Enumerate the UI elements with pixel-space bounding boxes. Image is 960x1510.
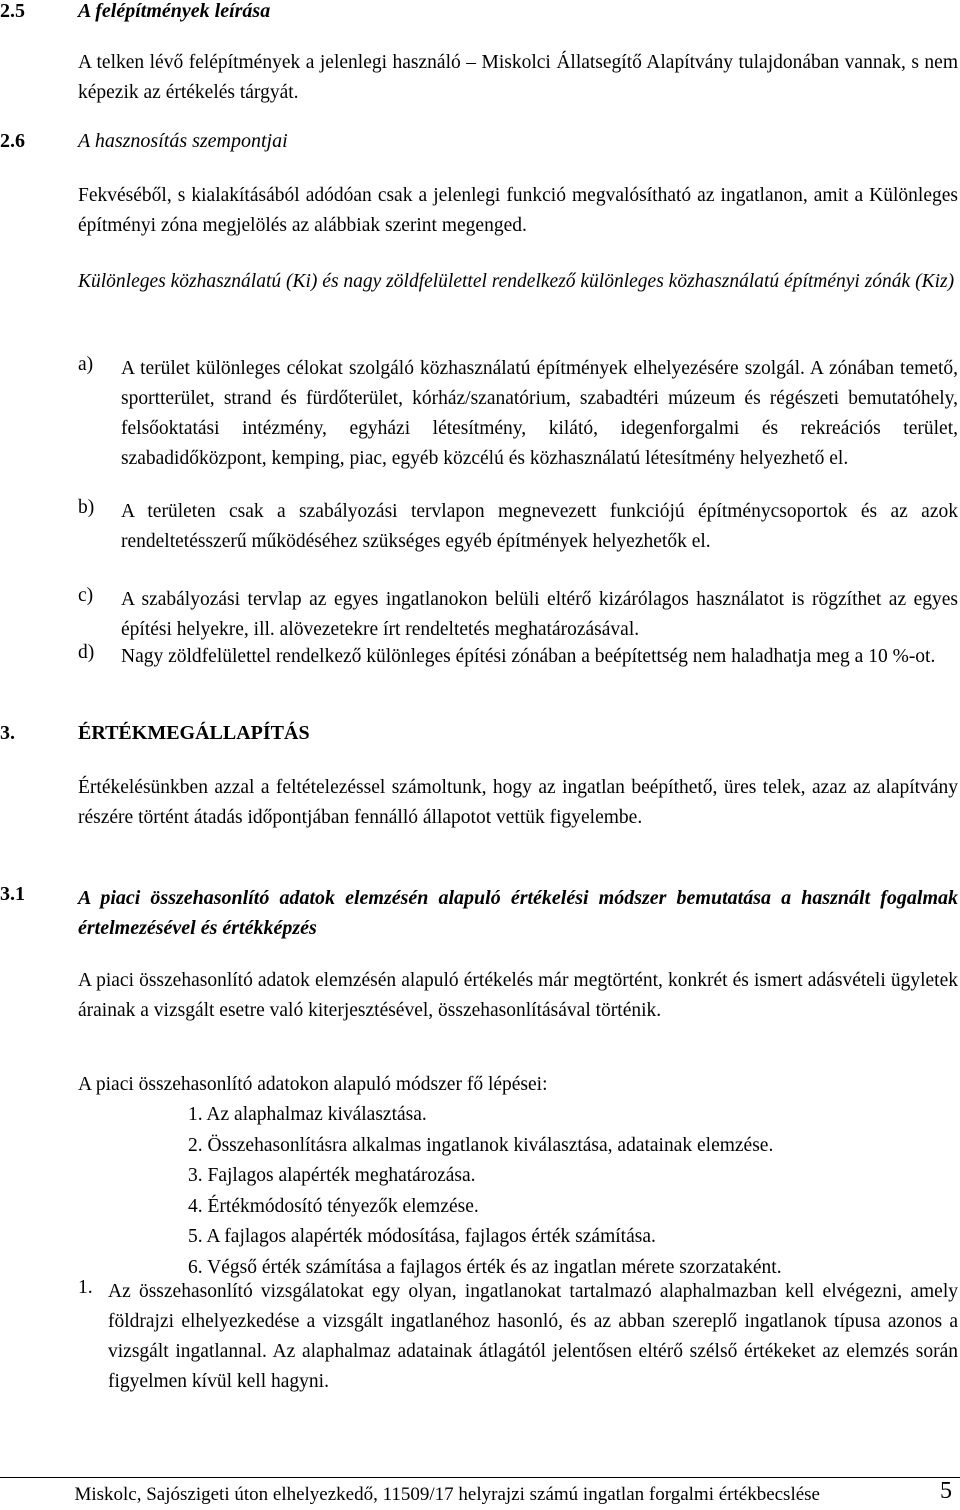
- step-item: 3. Fajlagos alapérték meghatározása.: [188, 1165, 476, 1186]
- list-item-c: A szabályozási tervlap az egyes ingatlanokon belüli eltérő kizárólagos használatot is rögzíthet az egyes építési helyekre, ill. alövezetekre írt rendeltetés meghatározásával.: [121, 589, 958, 640]
- step-item: 5. A fajlagos alapérték módosítása, fajlagos érték számítása.: [188, 1226, 656, 1247]
- step-item: 4. Értékmódosító tényezők elemzése.: [188, 1195, 479, 1217]
- section-number-3: 3.: [0, 722, 15, 744]
- section-title-3-1: A piaci összehasonlító adatok elemzésén alapuló értékelési módszer bemutatása a használt fogalmak értelmezésével és értékképzés: [78, 887, 958, 939]
- section-number-2-6: 2.6: [0, 130, 25, 152]
- section-2-6-text: Fekvéséből, s kialakításából adódóan csak a jelenlegi funkció megvalósítható az ingatlanon, amit a Különleges építményi zóna megjelölés az alábbiak szerint megenged.: [78, 185, 958, 236]
- list-item-a: A terület különleges célokat szolgáló közhasználatú építmények elhelyezésére szolgál. A zónában temető, sportterület, strand és fürdőterület, kórház/szanatórium, szabadtéri múzeum és régészeti bemutatóhely, felsőoktatási intézmény, egyházi létesítmény, kilátó, idegenforgalmi és rekreációs terület, szabadidőközpont, kemping, piac, egyéb közcélú és közhasználatú létesítmény helyezhető el.: [121, 358, 958, 469]
- list-item-d: Nagy zöldfelülettel rendelkező különleges építési zónában a beépítettség nem haladhatja meg a 10 %-ot.: [121, 646, 936, 667]
- section-number-3-1: 3.1: [0, 883, 25, 905]
- section-title-2-5: A felépítmények leírása: [78, 0, 271, 22]
- section-title-2-6: A hasznosítás szempontjai: [78, 130, 288, 152]
- detail-text: Az összehasonlító vizsgálatokat egy olyan, ingatlanokat tartalmazó alaphalmazban kell elvégezni, amely földrajzi elhelyezkedése a vizsgált ingatlanéhoz hasonló, és az abban szereplő ingatlanok típusa azonos a vizsgált ingatlannal. Az alaphalmaz adatainak átlagától jelentősen eltérő szélső értékeket az elemzés során figyelmen kívül kell hagyni.: [108, 1281, 958, 1392]
- step-item: 1. Az alaphalmaz kiválasztása.: [188, 1104, 427, 1125]
- step-item: 6. Végső érték számítása a fajlagos érték és az ingatlan mérete szorzataként.: [188, 1256, 782, 1278]
- list-label-b: b): [78, 497, 95, 518]
- steps-intro: A piaci összehasonlító adatokon alapuló módszer fő lépései:: [78, 1074, 548, 1095]
- section-2-5-text: A telken lévő felépítmények a jelenlegi használó – Miskolci Állatsegítő Alapítvány tulajdonában vannak, s nem képezik az értékelés tárgyát.: [78, 52, 958, 103]
- list-label-c: c): [78, 585, 94, 606]
- section-title-3: ÉRTÉKMEGÁLLAPÍTÁS: [78, 722, 310, 744]
- steps-list: [188, 1100, 782, 1283]
- list-item-b: A területen csak a szabályozási tervlapon megnevezett funkciójú építménycsoportok és az azok rendeltetésszerű működéséhez szükséges egyéb építmények helyezhetők el.: [121, 501, 958, 552]
- section-number-2-5: 2.5: [0, 0, 25, 22]
- page-number: 5: [940, 1478, 952, 1504]
- list-label-d: d): [78, 642, 95, 663]
- footer-caption: Miskolc, Sajószigeti úton elhelyezkedő, 11509/17 helyrajzi számú ingatlan forgalmi értékbecslése: [74, 1484, 820, 1505]
- detail-label: 1.: [78, 1277, 93, 1298]
- list-label-a: a): [78, 354, 94, 375]
- zone-heading: Különleges közhasználatú (Ki) és nagy zöldfelülettel rendelkező különleges közhasználatú építményi zónák (Kiz): [78, 271, 955, 292]
- footer-divider: [0, 1477, 960, 1478]
- section-3-1-text: A piaci összehasonlító adatok elemzésén alapuló értékelés már megtörtént, konkrét és ismert adásvételi ügyletek árainak a vizsgált esetre való kiterjesztésével, összehasonlításával történik.: [78, 970, 958, 1021]
- section-3-text: Értékelésünkben azzal a feltételezéssel számoltunk, hogy az ingatlan beépíthető, üres telek, azaz az alapítvány részére történt átadás időpontjában fennálló állapotot vettük figyelembe.: [78, 777, 958, 828]
- step-item: 2. Összehasonlításra alkalmas ingatlanok kiválasztása, adatainak elemzése.: [188, 1134, 774, 1156]
